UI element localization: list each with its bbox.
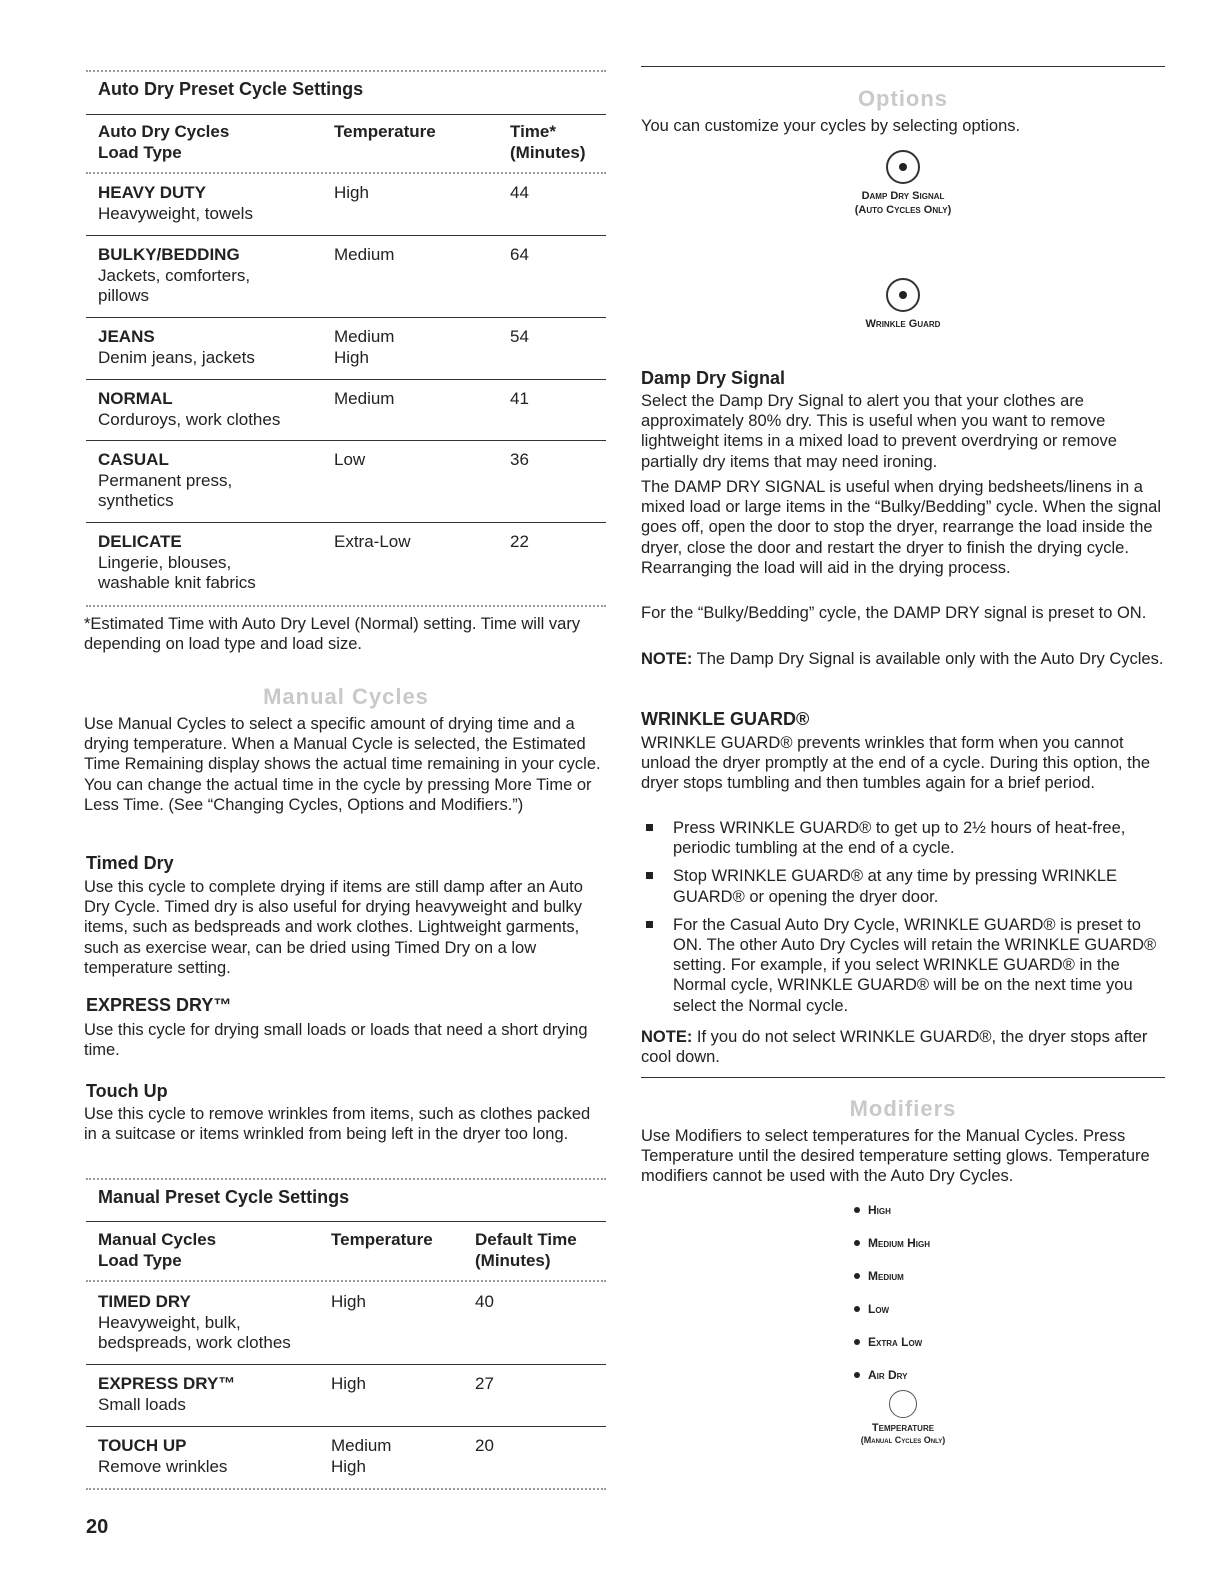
table-row (86, 532, 606, 594)
cycle-name: BULKY/BEDDING (98, 245, 240, 264)
cycle-name: EXPRESS DRY™ (98, 1374, 236, 1393)
table-row (86, 1292, 606, 1354)
modifier-extra-low (854, 1325, 930, 1358)
indicator-dot-icon (854, 1306, 860, 1312)
options-intro: You can customize your cycles by selecting options. (641, 117, 1021, 135)
time-cell: 54 (510, 327, 529, 346)
modifier-list (854, 1193, 930, 1391)
wrinkle-guard-note (641, 1027, 1165, 1067)
load-type: Heavyweight, bulk, bedspreads, work clothes (98, 1312, 291, 1352)
temperature-cell: Medium (334, 245, 395, 264)
temperature-cell: Extra-Low (334, 532, 411, 551)
auto-table-title: Auto Dry Preset Cycle Settings (98, 79, 364, 99)
temperature-cell: Low (334, 450, 366, 469)
header-cycles: Manual Cycles (98, 1230, 217, 1249)
damp-dry-p1: Select the Damp Dry Signal to alert you that your clothes are approximately 80% dry. This is useful when you want to remove lightweight items in a mixed load to prevent overdrying or remove partially dry items that may need ironing. (641, 392, 1117, 471)
cycle-cell (98, 327, 334, 368)
divider (86, 1488, 606, 1490)
time-cell: 22 (510, 532, 529, 551)
wrinkle-guard-option (641, 278, 1165, 330)
time-cell: 36 (510, 450, 529, 469)
damp-dry-p3: For the “Bulky/Bedding” cycle, the DAMP DRY signal is preset to ON. (641, 604, 1147, 622)
cycle-name: TOUCH UP (98, 1436, 187, 1455)
indicator-dot-icon (854, 1339, 860, 1345)
note-text: The Damp Dry Signal is available only with the Auto Dry Cycles. (692, 650, 1164, 668)
cycle-cell (98, 1374, 331, 1415)
cycle-name: TIMED DRY (98, 1292, 191, 1311)
damp-dry-note (641, 649, 1165, 669)
touch-up-heading: Touch Up (86, 1081, 168, 1101)
divider (86, 1178, 606, 1180)
header-temperature: Temperature (334, 122, 436, 141)
list-item: Stop WRINKLE GUARD® at any time by pressing WRINKLE GUARD® or opening the dryer door. (641, 866, 1165, 906)
divider (86, 1364, 606, 1365)
modifier-label: Medium (868, 1268, 904, 1283)
modifier-label: Low (868, 1301, 890, 1316)
modifier-high (854, 1193, 930, 1226)
timed-dry-text: Use this cycle to complete drying if items are still damp after an Auto Dry Cycle. Timed dry is also useful for drying heavyweight and bulky items, such as bedspreads and work clothes. Lightweight garments, such as exercise wear, can be dried using Timed Dry on a low temperature setting. (84, 878, 583, 977)
table-row (86, 245, 606, 307)
touch-up-text: Use this cycle to remove wrinkles from items, such as clothes packed in a suitcase or items wrinkled from being left in the dryer too long. (84, 1105, 591, 1144)
header-time: Time* (510, 122, 556, 141)
load-type: Remove wrinkles (98, 1456, 228, 1476)
divider (86, 440, 606, 441)
load-type: Small loads (98, 1394, 186, 1414)
temperature-cell: Medium High (334, 327, 395, 367)
divider (86, 114, 606, 115)
cycle-name: CASUAL (98, 450, 169, 469)
header-default-time: Default Time (475, 1230, 577, 1249)
table-row (86, 1436, 606, 1477)
divider (86, 1426, 606, 1427)
auto-table-header (86, 122, 606, 163)
page-number: 20 (86, 1516, 109, 1538)
cycle-cell (98, 389, 334, 430)
wrinkle-guard-heading: WRINKLE GUARD® (641, 709, 810, 729)
header-load-type: Load Type (98, 142, 182, 162)
temperature-cell: High (331, 1292, 366, 1311)
modifier-label: Extra Low (868, 1334, 923, 1349)
time-cell: 44 (510, 183, 529, 202)
time-cell: 20 (475, 1436, 494, 1455)
header-minutes: (Minutes) (475, 1250, 551, 1270)
indicator-dot-icon (854, 1372, 860, 1378)
temperature-cell: Medium (334, 389, 395, 408)
time-cell: 41 (510, 389, 529, 408)
load-type: Permanent press, synthetics (98, 470, 233, 510)
load-type: Corduroys, work clothes (98, 409, 281, 429)
header-minutes: (Minutes) (510, 142, 586, 162)
divider (86, 1280, 606, 1282)
auto-table-footnote: *Estimated Time with Auto Dry Level (Normal) setting. Time will vary depending on load type and load size. (84, 615, 581, 654)
divider (641, 1077, 1165, 1078)
temperature-button-group (641, 1390, 1165, 1445)
divider (641, 66, 1165, 67)
temperature-label: Temperature (871, 1422, 935, 1434)
load-type: Lingerie, blouses, washable knit fabrics (98, 552, 256, 592)
note-text: If you do not select WRINKLE GUARD®, the dryer stops after cool down. (641, 1028, 1148, 1067)
time-cell: 27 (475, 1374, 494, 1393)
divider (86, 235, 606, 236)
cycle-name: JEANS (98, 327, 155, 346)
express-dry-heading: EXPRESS DRY™ (86, 995, 232, 1015)
damp-dry-p2: The DAMP DRY SIGNAL is useful when drying bedsheets/linens in a mixed load or large items in the “Bulky/Bedding” cycle. When the signal goes off, open the door to stop the dryer, rearrange the load inside the dryer, close the door and restart the dryer to finish the drying cycle. Rearranging the load will aid in the drying process. (641, 478, 1161, 577)
cycle-cell (98, 1436, 331, 1477)
damp-dry-indicator-icon (886, 150, 920, 184)
damp-dry-label: Damp Dry Signal (861, 190, 945, 202)
manual-table-title: Manual Preset Cycle Settings (98, 1187, 350, 1207)
divider (86, 379, 606, 380)
table-row (86, 389, 606, 430)
cycle-cell (98, 532, 334, 594)
temperature-button-icon (889, 1390, 917, 1418)
cycle-name: HEAVY DUTY (98, 183, 207, 202)
divider (86, 70, 606, 72)
list-item: Press WRINKLE GUARD® to get up to 2½ hours of heat-free, periodic tumbling at the end of a cycle. (641, 818, 1165, 858)
note-label: NOTE: (641, 650, 693, 668)
load-type: Heavyweight, towels (98, 203, 253, 223)
modifiers-intro: Use Modifiers to select temperatures for the Manual Cycles. Press Temperature until the desired temperature setting glows. Temperature modifiers cannot be used with the Auto Dry Cycles. (641, 1127, 1150, 1186)
damp-dry-heading: Damp Dry Signal (641, 368, 786, 388)
modifier-air-dry (854, 1358, 930, 1391)
modifier-low (854, 1292, 930, 1325)
load-type: Jackets, comforters, pillows (98, 265, 251, 305)
table-row (86, 1374, 606, 1415)
divider (86, 172, 606, 174)
modifiers-title: Modifiers (849, 1096, 957, 1121)
modifier-label: Medium High (868, 1235, 930, 1250)
indicator-dot-icon (854, 1207, 860, 1213)
manual-cycles-intro: Use Manual Cycles to select a specific amount of drying time and a drying temperature. When a Manual Cycle is selected, the Estimated Time Remaining display shows the actual time remaining in your cycle. You can change the actual time in the cycle by pressing More Time or Less Time. (See “Changing Cycles, Options and Modifiers.”) (84, 715, 601, 814)
express-dry-text: Use this cycle for drying small loads or loads that need a short drying time. (84, 1021, 588, 1060)
wrinkle-guard-indicator-icon (886, 278, 920, 312)
table-row (86, 450, 606, 512)
temperature-cell: High (331, 1374, 366, 1393)
manual-table-header (86, 1230, 606, 1271)
wrinkle-guard-p1: WRINKLE GUARD® prevents wrinkles that form when you cannot unload the dryer promptly at the end of a cycle. During this option, the dryer stops tumbling and then tumbles again for a brief period. (641, 734, 1151, 793)
divider (86, 317, 606, 318)
note-label: NOTE: (641, 1028, 693, 1046)
modifier-label: High (868, 1202, 891, 1217)
modifier-medium (854, 1259, 930, 1292)
timed-dry-heading: Timed Dry (86, 853, 174, 873)
table-row (86, 327, 606, 368)
cycle-name: NORMAL (98, 389, 173, 408)
time-cell: 64 (510, 245, 529, 264)
load-type: Denim jeans, jackets (98, 347, 255, 367)
modifier-label: Air Dry (868, 1367, 908, 1382)
cycle-cell (98, 245, 334, 307)
cycle-cell (98, 1292, 331, 1354)
cycle-name: DELICATE (98, 532, 182, 551)
divider (86, 1221, 606, 1222)
indicator-dot-icon (854, 1240, 860, 1246)
temperature-cell: Medium High (331, 1436, 392, 1476)
temperature-sublabel: (Manual Cycles Only) (860, 1435, 946, 1445)
temperature-cell: High (334, 183, 369, 202)
indicator-dot-icon (854, 1273, 860, 1279)
options-title: Options (857, 86, 949, 111)
table-row (86, 183, 606, 224)
header-cycles: Auto Dry Cycles (98, 122, 230, 141)
time-cell: 40 (475, 1292, 494, 1311)
modifier-medium-high (854, 1226, 930, 1259)
header-load-type: Load Type (98, 1250, 182, 1270)
list-item: For the Casual Auto Dry Cycle, WRINKLE GUARD® is preset to ON. The other Auto Dry Cycles will retain the WRINKLE GUARD® setting. For example, if you select WRINKLE GUARD® in the Normal cycle, WRINKLE GUARD® will be on the next time you select the Normal cycle. (641, 915, 1165, 1016)
wrinkle-guard-label: Wrinkle Guard (865, 318, 941, 330)
divider (86, 605, 606, 607)
cycle-cell (98, 450, 334, 512)
cycle-cell (98, 183, 334, 224)
header-temperature: Temperature (331, 1230, 433, 1249)
divider (86, 522, 606, 523)
wrinkle-guard-bullets (641, 818, 1165, 1024)
damp-dry-sublabel: (Auto Cycles Only) (854, 204, 952, 216)
manual-cycles-title: Manual Cycles (263, 684, 429, 709)
damp-dry-signal-option (641, 150, 1165, 216)
